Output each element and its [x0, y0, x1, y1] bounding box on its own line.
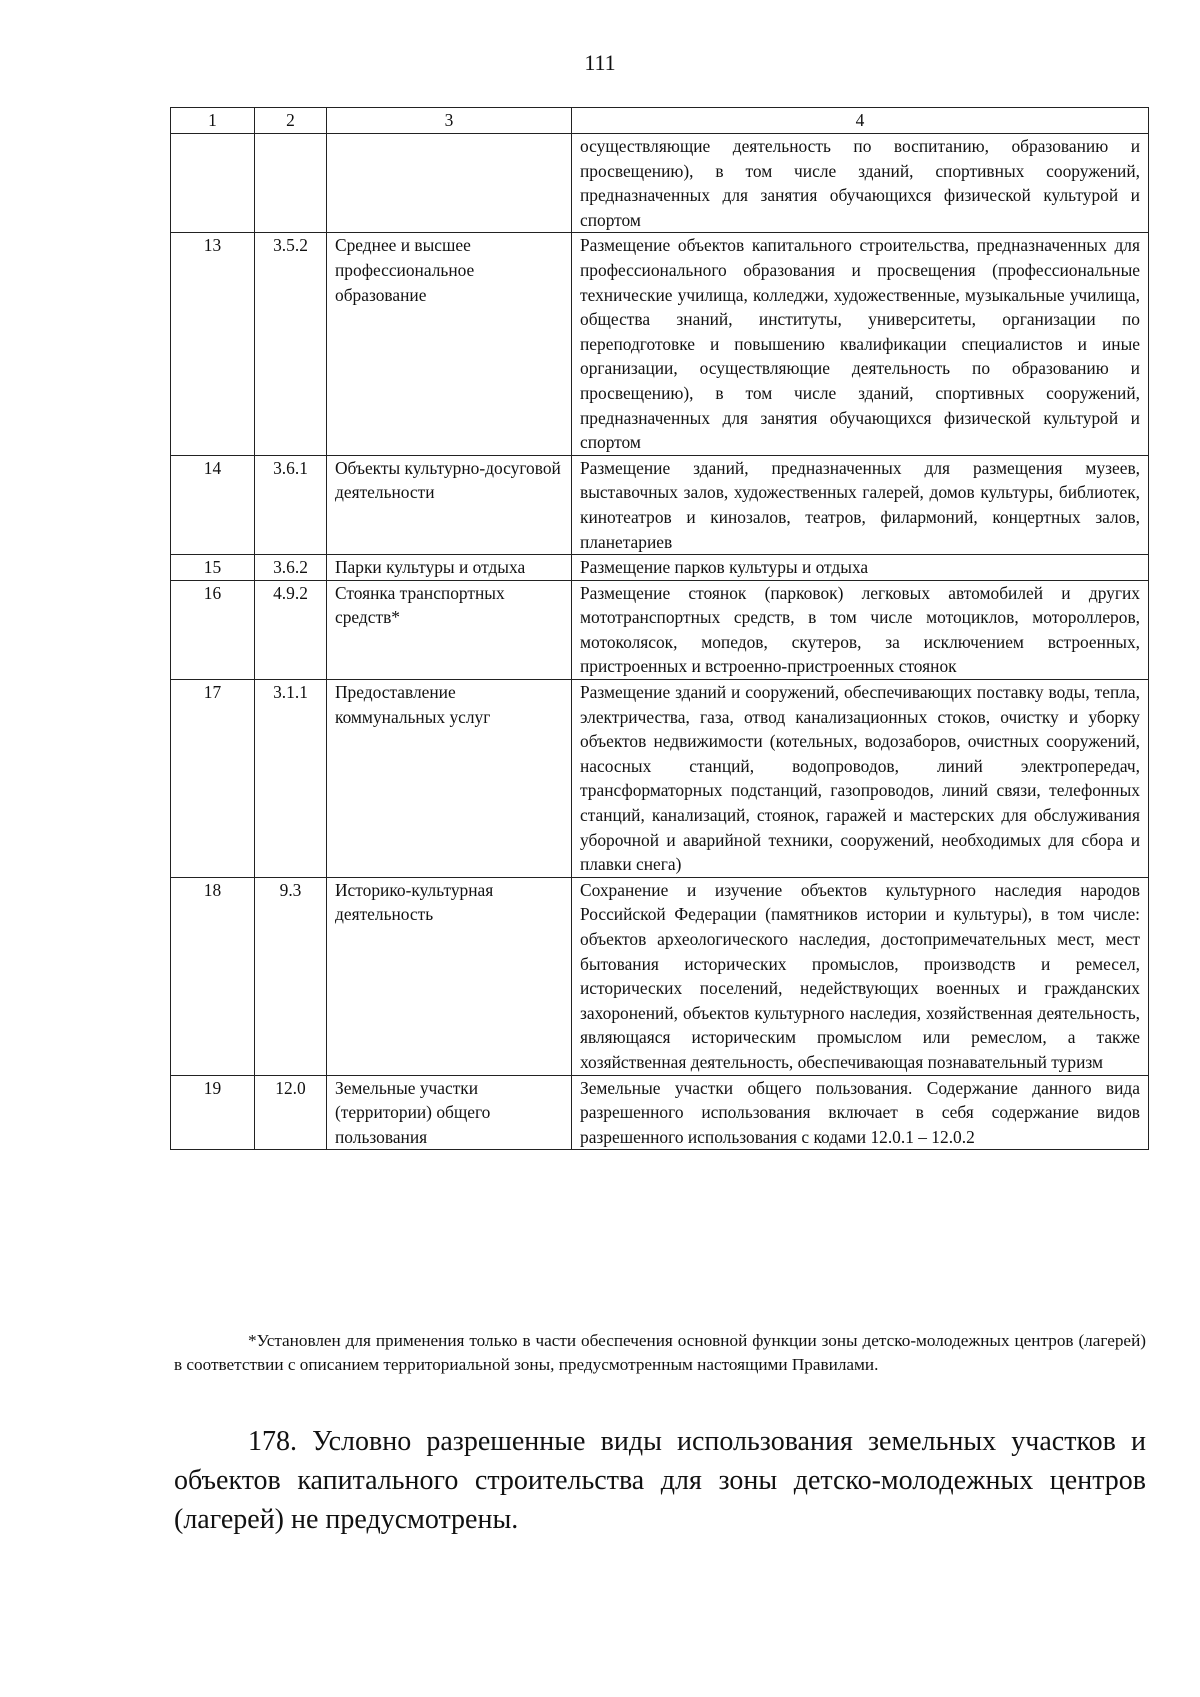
- row-name: Стоянка транспортных средств*: [327, 580, 572, 679]
- row-description: Размещение парков культуры и отдыха: [572, 555, 1149, 581]
- table-row: [171, 877, 1149, 1075]
- row-description: Размещение стоянок (парковок) легковых автомобилей и других мототранспортных средств, в том числе мотоциклов, мотороллеров, мотоколясок, мопедов, скутеров, за исключением встроенных, пристроенных и встроенно-пристроенных стоянок: [572, 580, 1149, 679]
- row-name: Историко-культурная деятельность: [327, 877, 572, 1075]
- row-name: [327, 134, 572, 233]
- column-header: 4: [572, 108, 1149, 134]
- row-code: 9.3: [255, 877, 327, 1075]
- table-header-row: [171, 108, 1149, 134]
- row-description: Размещение объектов капитального строительства, предназначенных для профессионального образования и просвещения (профессиональные технические училища, колледжи, художественные, музыкальные училища, общества знаний, институты, университеты, организации по переподготовке и повышению квалификации специалистов и иные организации, осуществляющие деятельность по образованию и просвещению), в том числе зданий, спортивных сооружений, предназначенных для занятия обучающихся физической культурой и спортом: [572, 233, 1149, 455]
- row-code: 3.1.1: [255, 680, 327, 878]
- row-description: осуществляющие деятельность по воспитанию, образованию и просвещению), в том числе зданий, спортивных сооружений, предназначенных для занятия обучающихся физической культурой и спортом: [572, 134, 1149, 233]
- row-code: 4.9.2: [255, 580, 327, 679]
- section-paragraph: 178. Условно разрешенные виды использования земельных участков и объектов капитального строительства для зоны детско-молодежных центров (лагерей) не предусмотрены.: [174, 1426, 1146, 1535]
- row-description: Размещение зданий, предназначенных для размещения музеев, выставочных залов, художественных галерей, домов культуры, библиотек, кинотеатров и кинозалов, театров, филармоний, концертных залов, планетариев: [572, 455, 1149, 554]
- row-code: [255, 134, 327, 233]
- row-number: 14: [171, 455, 255, 554]
- row-name: Парки культуры и отдыха: [327, 555, 572, 581]
- row-name: Объекты культурно-досуговой деятельности: [327, 455, 572, 554]
- page-number: 111: [584, 50, 616, 75]
- row-code: 3.6.1: [255, 455, 327, 554]
- land-use-table: [170, 107, 1149, 1150]
- table-row: [171, 233, 1149, 455]
- row-number: 17: [171, 680, 255, 878]
- row-number: 16: [171, 580, 255, 679]
- row-description: Размещение зданий и сооружений, обеспечивающих поставку воды, тепла, электричества, газа, отвод канализационных стоков, очистку и уборку объектов недвижимости (котельных, водозаборов, очистных сооружений, насосных станций, водопроводов, линий электропередач, трансформаторных подстанций, газопроводов, линий связи, телефонных станций, канализаций, стоянок, гаражей и мастерских для обслуживания уборочной и аварийной техники, сооружений, необходимых для сбора и плавки снега): [572, 680, 1149, 878]
- row-code: 12.0: [255, 1075, 327, 1150]
- table-row: [171, 455, 1149, 554]
- row-number: 15: [171, 555, 255, 581]
- row-name: Земельные участки (территории) общего пользования: [327, 1075, 572, 1150]
- row-number: 19: [171, 1075, 255, 1150]
- row-number: 18: [171, 877, 255, 1075]
- row-name: Среднее и высшее профессиональное образование: [327, 233, 572, 455]
- row-code: 3.5.2: [255, 233, 327, 455]
- row-name: Предоставление коммунальных услуг: [327, 680, 572, 878]
- table-row: [171, 1075, 1149, 1150]
- table-row: [171, 134, 1149, 233]
- table-row: [171, 580, 1149, 679]
- row-description: Земельные участки общего пользования. Содержание данного вида разрешенного использования включает в себя содержание видов разрешенного использования с кодами 12.0.1 – 12.0.2: [572, 1075, 1149, 1150]
- column-header: 3: [327, 108, 572, 134]
- column-header: 2: [255, 108, 327, 134]
- table-row: [171, 680, 1149, 878]
- row-code: 3.6.2: [255, 555, 327, 581]
- row-number: [171, 134, 255, 233]
- footnote: *Установлен для применения только в части обеспечения основной функции зоны детско-молодежных центров (лагерей) в соответствии с описанием территориальной зоны, предусмотренным настоящими Правилами.: [174, 1331, 1146, 1374]
- row-description: Сохранение и изучение объектов культурного наследия народов Российской Федерации (памятников истории и культуры), в том числе: объектов археологического наследия, достопримечательных мест, мест бытования исторических промыслов, производств и ремесел, исторических поселений, недействующих военных и гражданских захоронений, объектов культурного наследия, хозяйственная деятельность, являющаяся историческим промыслом или ремеслом, а также хозяйственная деятельность, обеспечивающая познавательный туризм: [572, 877, 1149, 1075]
- column-header: 1: [171, 108, 255, 134]
- table-row: [171, 555, 1149, 581]
- row-number: 13: [171, 233, 255, 455]
